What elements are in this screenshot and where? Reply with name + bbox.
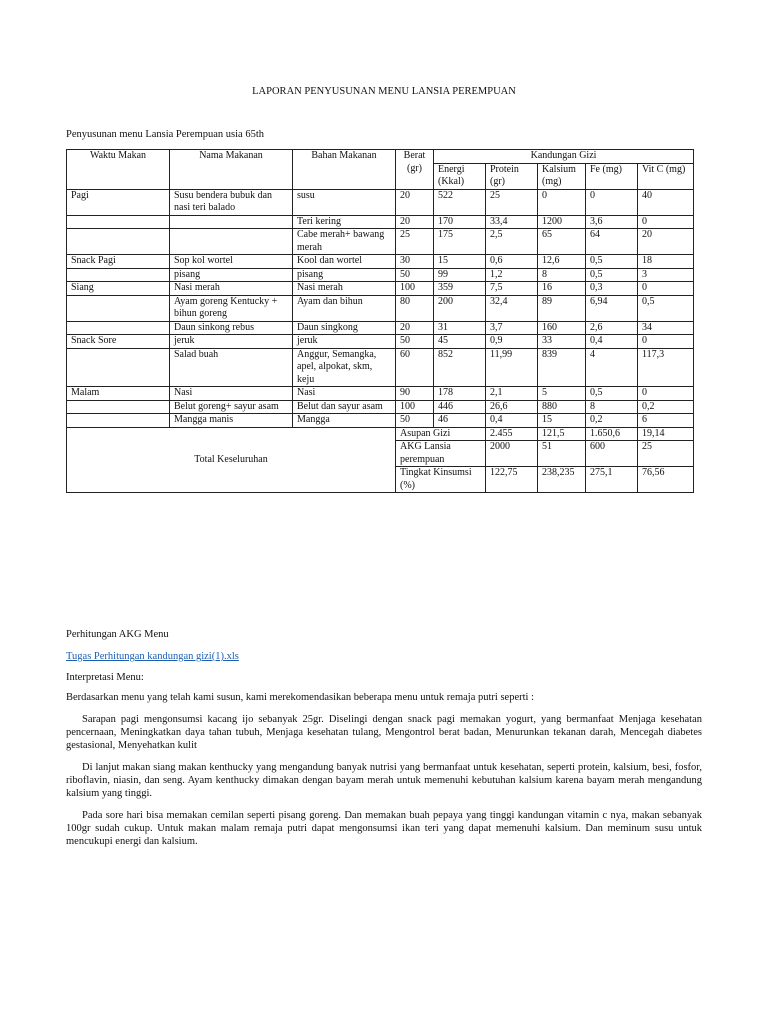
cell-bahan: Belut dan sayur asam	[293, 400, 396, 414]
cell-protein: 0,4	[486, 414, 538, 428]
cell-nama	[170, 215, 293, 229]
cell-kalsium: 12,6	[538, 255, 586, 269]
cell-bahan: Kool dan wortel	[293, 255, 396, 269]
header-energi: Energi (Kkal)	[434, 163, 486, 189]
header-nama-makanan: Nama Makanan	[170, 150, 293, 190]
summary-protein: 121,5	[538, 427, 586, 441]
cell-energi: 359	[434, 282, 486, 296]
cell-kalsium: 5	[538, 387, 586, 401]
table-row	[67, 295, 694, 321]
cell-nama	[170, 229, 293, 255]
cell-protein: 1,2	[486, 268, 538, 282]
cell-waktu: Pagi	[67, 189, 170, 215]
cell-protein: 3,7	[486, 321, 538, 335]
table-row	[67, 348, 694, 387]
cell-nama: Mangga manis	[170, 414, 293, 428]
cell-waktu: Snack Sore	[67, 335, 170, 349]
cell-waktu	[67, 215, 170, 229]
cell-berat: 80	[396, 295, 434, 321]
cell-vitc: 40	[638, 189, 694, 215]
cell-nama: Nasi merah	[170, 282, 293, 296]
menu-table-body	[67, 189, 694, 493]
header-kandungan-gizi: Kandungan Gizi	[434, 150, 694, 164]
summary-kalsium: 1.650,6	[586, 427, 638, 441]
table-row	[67, 189, 694, 215]
cell-waktu	[67, 268, 170, 282]
cell-protein: 7,5	[486, 282, 538, 296]
header-protein: Protein (gr)	[486, 163, 538, 189]
table-row	[67, 414, 694, 428]
cell-fe: 0,4	[586, 335, 638, 349]
cell-kalsium: 160	[538, 321, 586, 335]
cell-bahan: Ayam dan bihun	[293, 295, 396, 321]
summary-energi: 122,75	[486, 467, 538, 493]
cell-protein: 0,9	[486, 335, 538, 349]
cell-fe: 4	[586, 348, 638, 387]
header-waktu-makan: Waktu Makan	[67, 150, 170, 190]
table-row	[67, 387, 694, 401]
summary-kalsium: 600	[586, 441, 638, 467]
spreadsheet-link[interactable]: Tugas Perhitungan kandungan gizi(1).xls	[66, 651, 239, 662]
cell-nama: jeruk	[170, 335, 293, 349]
cell-nama: Ayam goreng Kentucky + bihun goreng	[170, 295, 293, 321]
cell-waktu	[67, 295, 170, 321]
cell-fe: 8	[586, 400, 638, 414]
cell-energi: 200	[434, 295, 486, 321]
cell-energi: 31	[434, 321, 486, 335]
cell-protein: 26,6	[486, 400, 538, 414]
cell-protein: 0,6	[486, 255, 538, 269]
cell-fe: 0,2	[586, 414, 638, 428]
cell-kalsium: 16	[538, 282, 586, 296]
cell-fe: 0,5	[586, 255, 638, 269]
interpretasi-heading: Interpretasi Menu:	[66, 672, 144, 683]
cell-waktu: Malam	[67, 387, 170, 401]
cell-vitc: 20	[638, 229, 694, 255]
cell-waktu	[67, 321, 170, 335]
cell-fe: 3,6	[586, 215, 638, 229]
summary-fe: 76,56	[638, 467, 694, 493]
cell-bahan: susu	[293, 189, 396, 215]
cell-energi: 522	[434, 189, 486, 215]
cell-fe: 64	[586, 229, 638, 255]
cell-vitc: 117,3	[638, 348, 694, 387]
paragraph-2-block	[66, 761, 702, 800]
cell-bahan: Daun singkong	[293, 321, 396, 335]
cell-berat: 30	[396, 255, 434, 269]
cell-kalsium: 33	[538, 335, 586, 349]
cell-fe: 0,5	[586, 268, 638, 282]
cell-waktu	[67, 229, 170, 255]
cell-fe: 0,3	[586, 282, 638, 296]
cell-nama: Sop kol wortel	[170, 255, 293, 269]
cell-bahan: Nasi merah	[293, 282, 396, 296]
cell-energi: 446	[434, 400, 486, 414]
cell-vitc: 0,2	[638, 400, 694, 414]
cell-nama: Salad buah	[170, 348, 293, 387]
cell-vitc: 0	[638, 215, 694, 229]
summary-fe: 19,14	[638, 427, 694, 441]
cell-protein: 11,99	[486, 348, 538, 387]
cell-kalsium: 1200	[538, 215, 586, 229]
cell-energi: 170	[434, 215, 486, 229]
cell-bahan: pisang	[293, 268, 396, 282]
cell-energi: 852	[434, 348, 486, 387]
cell-vitc: 0,5	[638, 295, 694, 321]
cell-waktu: Siang	[67, 282, 170, 296]
cell-protein: 2,1	[486, 387, 538, 401]
cell-berat: 100	[396, 282, 434, 296]
intro-text: Berdasarkan menu yang telah kami susun, kami merekomendasikan beberapa menu untuk remaja putri seperti :	[66, 692, 534, 703]
cell-bahan: Nasi	[293, 387, 396, 401]
cell-bahan: jeruk	[293, 335, 396, 349]
cell-nama: Belut goreng+ sayur asam	[170, 400, 293, 414]
cell-kalsium: 89	[538, 295, 586, 321]
cell-berat: 20	[396, 189, 434, 215]
paragraph-1: Sarapan pagi mengonsumsi kacang ijo sebanyak 25gr. Diselingi dengan snack pagi memakan yogurt, yang bermanfaat Menjaga kesehatan pencernaan, Meningkatkan daya tahan tubuh, Menjaga kesehatan tulang, Mengontrol berat badan, Menurunkan tekanan darah, Mencegah diabetes gestasional, Menyehatkan kulit	[66, 714, 702, 751]
cell-nama: pisang	[170, 268, 293, 282]
cell-energi: 175	[434, 229, 486, 255]
cell-vitc: 3	[638, 268, 694, 282]
cell-berat: 60	[396, 348, 434, 387]
summary-label: Tingkat Kinsumsi (%)	[396, 467, 486, 493]
table-row	[67, 321, 694, 335]
cell-kalsium: 65	[538, 229, 586, 255]
paragraph-3-block	[66, 809, 702, 848]
file-link-row	[66, 650, 702, 663]
header-fe: Fe (mg)	[586, 163, 638, 189]
cell-vitc: 0	[638, 335, 694, 349]
summary-kalsium: 275,1	[586, 467, 638, 493]
cell-nama: Daun sinkong rebus	[170, 321, 293, 335]
cell-fe: 0,5	[586, 387, 638, 401]
summary-energi: 2000	[486, 441, 538, 467]
cell-energi: 46	[434, 414, 486, 428]
cell-berat: 20	[396, 321, 434, 335]
summary-energi: 2.455	[486, 427, 538, 441]
cell-bahan: Teri kering	[293, 215, 396, 229]
cell-berat: 50	[396, 268, 434, 282]
cell-energi: 99	[434, 268, 486, 282]
cell-bahan: Cabe merah+ bawang merah	[293, 229, 396, 255]
table-row	[67, 400, 694, 414]
cell-waktu	[67, 414, 170, 428]
cell-energi: 15	[434, 255, 486, 269]
cell-berat: 20	[396, 215, 434, 229]
table-row	[67, 282, 694, 296]
cell-vitc: 18	[638, 255, 694, 269]
document-title: LAPORAN PENYUSUNAN MENU LANSIA PEREMPUAN	[252, 86, 516, 97]
cell-fe: 6,94	[586, 295, 638, 321]
cell-fe: 2,6	[586, 321, 638, 335]
table-caption: Penyusunan menu Lansia Perempuan usia 65th	[66, 129, 265, 140]
menu-table	[66, 149, 694, 493]
akg-section	[66, 628, 702, 641]
cell-kalsium: 0	[538, 189, 586, 215]
cell-kalsium: 15	[538, 414, 586, 428]
header-vitc: Vit C (mg)	[638, 163, 694, 189]
cell-energi: 178	[434, 387, 486, 401]
cell-waktu: Snack Pagi	[67, 255, 170, 269]
table-row	[67, 255, 694, 269]
table-row	[67, 268, 694, 282]
cell-fe: 0	[586, 189, 638, 215]
cell-bahan: Mangga	[293, 414, 396, 428]
cell-berat: 50	[396, 335, 434, 349]
header-kalsium: Kalsium (mg)	[538, 163, 586, 189]
cell-kalsium: 839	[538, 348, 586, 387]
cell-berat: 50	[396, 414, 434, 428]
cell-protein: 32,4	[486, 295, 538, 321]
summary-fe: 25	[638, 441, 694, 467]
cell-waktu	[67, 348, 170, 387]
total-label: Total Keseluruhan	[67, 427, 396, 493]
cell-protein: 33,4	[486, 215, 538, 229]
cell-kalsium: 880	[538, 400, 586, 414]
cell-vitc: 34	[638, 321, 694, 335]
intro-row	[66, 691, 702, 704]
cell-berat: 25	[396, 229, 434, 255]
cell-berat: 100	[396, 400, 434, 414]
cell-vitc: 0	[638, 282, 694, 296]
paragraph-3: Pada sore hari bisa memakan cemilan seperti pisang goreng. Dan memakan buah pepaya yang tinggi kandungan vitamin c nya, makan sebanyak 100gr sudah cukup. Untuk makan malam remaja putri dapat mengonsumsi ikan teri yang dapat memenuhi kalsium. Dan meminum susu untuk mencukupi energi dan kalsium.	[66, 810, 702, 847]
summary-label: Asupan Gizi	[396, 427, 486, 441]
header-berat: Berat (gr)	[396, 150, 434, 190]
summary-label: AKG Lansia perempuan	[396, 441, 486, 467]
table-row	[67, 215, 694, 229]
cell-nama: Susu bendera bubuk dan nasi teri balado	[170, 189, 293, 215]
summary-row	[67, 427, 694, 441]
header-bahan-makanan: Bahan Makanan	[293, 150, 396, 190]
cell-berat: 90	[396, 387, 434, 401]
summary-protein: 51	[538, 441, 586, 467]
cell-nama: Nasi	[170, 387, 293, 401]
cell-kalsium: 8	[538, 268, 586, 282]
interpretasi-section	[66, 671, 702, 684]
summary-protein: 238,235	[538, 467, 586, 493]
table-row	[67, 335, 694, 349]
cell-vitc: 6	[638, 414, 694, 428]
cell-protein: 25	[486, 189, 538, 215]
paragraph-1-block	[66, 713, 702, 752]
akg-heading: Perhitungan AKG Menu	[66, 629, 169, 640]
cell-bahan: Anggur, Semangka, apel, alpokat, skm, keju	[293, 348, 396, 387]
cell-protein: 2,5	[486, 229, 538, 255]
cell-waktu	[67, 400, 170, 414]
table-row	[67, 229, 694, 255]
cell-energi: 45	[434, 335, 486, 349]
paragraph-2: Di lanjut makan siang makan kenthucky yang mengandung banyak nutrisi yang bermanfaat untuk kesehatan, seperti protein, kalsium, besi, fosfor, riboflavin, niasin, dan seng. Ayam kenthucky dimakan dengan bayam merah untuk memenuhi kebutuhan kalsium karena bayam merah mengandung kalsium yang tinggi.	[66, 762, 702, 799]
cell-vitc: 0	[638, 387, 694, 401]
